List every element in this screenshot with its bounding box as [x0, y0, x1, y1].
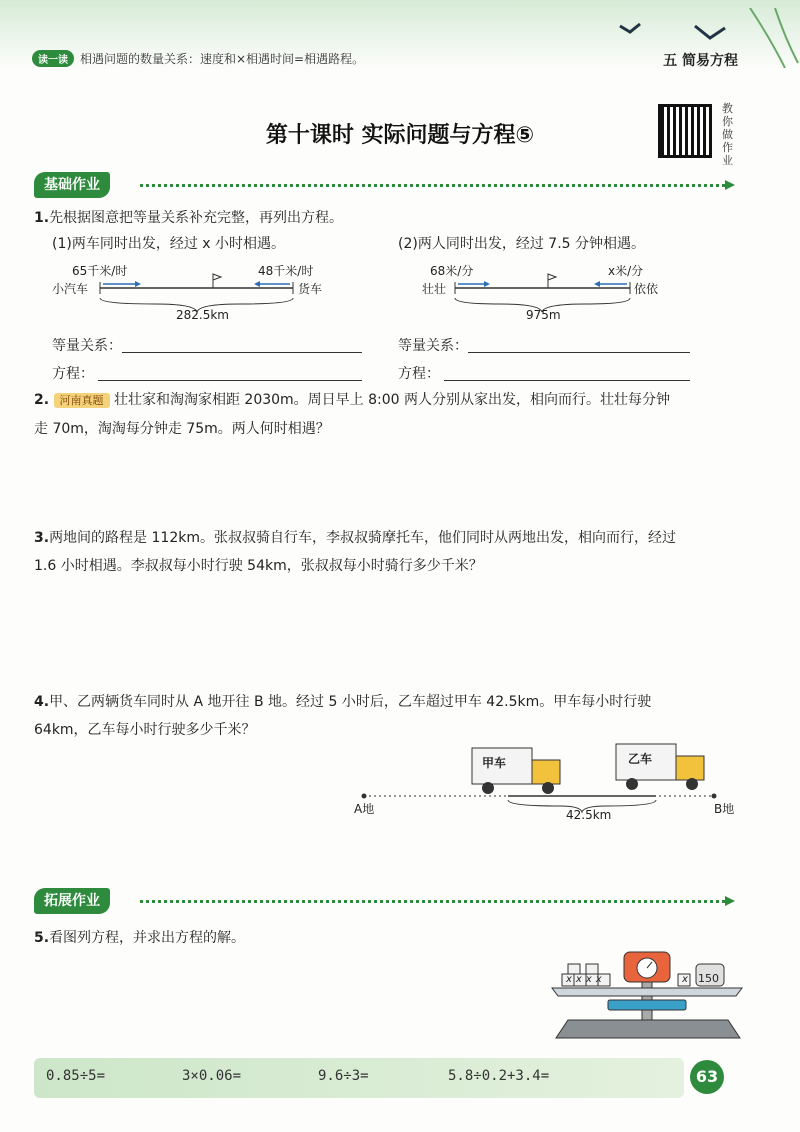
- truck-1-label: 甲车: [482, 756, 507, 770]
- qr-code[interactable]: [658, 104, 712, 158]
- q1-eq-label-2: 方程：: [398, 366, 440, 382]
- section-extension: 拓展作业: [34, 888, 110, 914]
- question-3: 3.两地间的路程是 112km。张叔叔骑自行车，李叔叔骑摩托车，他们同时从两地出发，相向而行，经过 1.6 小时相遇。李叔叔每小时行驶 54km，张叔叔每小时骑行多少千米？: [34, 530, 676, 574]
- q1-rel-label-2: 等量关系：: [398, 338, 468, 354]
- qr-caption: 教你做作业: [722, 102, 733, 167]
- calc-4: 5.8÷0.2+3.4=: [448, 1068, 550, 1084]
- unit-title: 五 简易方程: [663, 53, 738, 69]
- section-basic: 基础作业: [34, 172, 110, 198]
- trucks-diagram: [360, 740, 750, 830]
- gap-distance: 42.5km: [566, 808, 612, 822]
- question-1: 1.先根据图意把等量关系补充完整，再列出方程。: [34, 210, 344, 226]
- d1-left-speed: 65千米/时: [72, 264, 128, 278]
- question-4: 4.甲、乙两辆货车同时从 A 地开往 B 地。经过 5 小时后，乙车超过甲车 42.5km。甲车每小时行驶 64km，乙车每小时行驶多少千米？: [34, 694, 652, 738]
- tip-bar: [32, 50, 364, 67]
- d1-left-label: 小汽车: [52, 282, 89, 296]
- place-a: A地: [354, 802, 375, 816]
- page-number: 63: [690, 1060, 724, 1094]
- q1-eq-answer-1[interactable]: [98, 380, 362, 381]
- q1-eq-label-1: 方程：: [52, 366, 94, 382]
- calc-1: 0.85÷5=: [46, 1068, 106, 1084]
- page-title: 第十课时 实际问题与方程⑤: [265, 123, 535, 148]
- d1-right-label: 货车: [298, 282, 323, 296]
- q1-sub2: (2)两人同时出发，经过 7.5 分钟相遇。: [398, 236, 645, 252]
- section-divider: [140, 900, 725, 903]
- arrow-icon: [725, 180, 735, 190]
- d2-right-speed: x米/分: [608, 264, 644, 278]
- d2-right-label: 依依: [634, 282, 659, 296]
- calc-2: 3×0.06=: [182, 1068, 242, 1084]
- calc-3: 9.6÷3=: [318, 1068, 369, 1084]
- q1-rel-answer-1[interactable]: [122, 352, 362, 353]
- d2-left-label: 壮壮: [422, 282, 447, 296]
- section-divider: [140, 184, 725, 187]
- d1-distance: 282.5km: [176, 308, 229, 322]
- question-5: 5.看图列方程，并求出方程的解。: [34, 930, 246, 946]
- read-badge: 读一读: [32, 50, 74, 67]
- q1-rel-label-1: 等量关系：: [52, 338, 122, 354]
- source-tag: 河南真题: [54, 393, 110, 408]
- balance-right-x: x: [682, 974, 688, 985]
- d2-left-speed: 68米/分: [430, 264, 474, 278]
- balance-scale-icon: [548, 948, 748, 1043]
- truck-2-label: 乙车: [628, 752, 653, 766]
- balance-weight: 150: [698, 972, 719, 985]
- d1-right-speed: 48千米/时: [258, 264, 314, 278]
- place-b: B地: [714, 802, 735, 816]
- q1-eq-answer-2[interactable]: [444, 380, 690, 381]
- question-2: 2. 河南真题 壮壮家和淘淘家相距 2030m。周日早上 8:00 两人分别从家出发，相向而行。壮壮每分钟 走 70m，淘淘每分钟走 75m。两人何时相遇？: [34, 392, 671, 437]
- q1-rel-answer-2[interactable]: [468, 352, 690, 353]
- d2-distance: 975m: [526, 308, 561, 322]
- balance-box-label: xxxx: [566, 974, 606, 985]
- q1-sub1: (1)两车同时出发，经过 x 小时相遇。: [52, 236, 286, 252]
- arrow-icon: [725, 896, 735, 906]
- tip-text: 相遇问题的数量关系：速度和×相遇时间=相遇路程。: [80, 52, 365, 66]
